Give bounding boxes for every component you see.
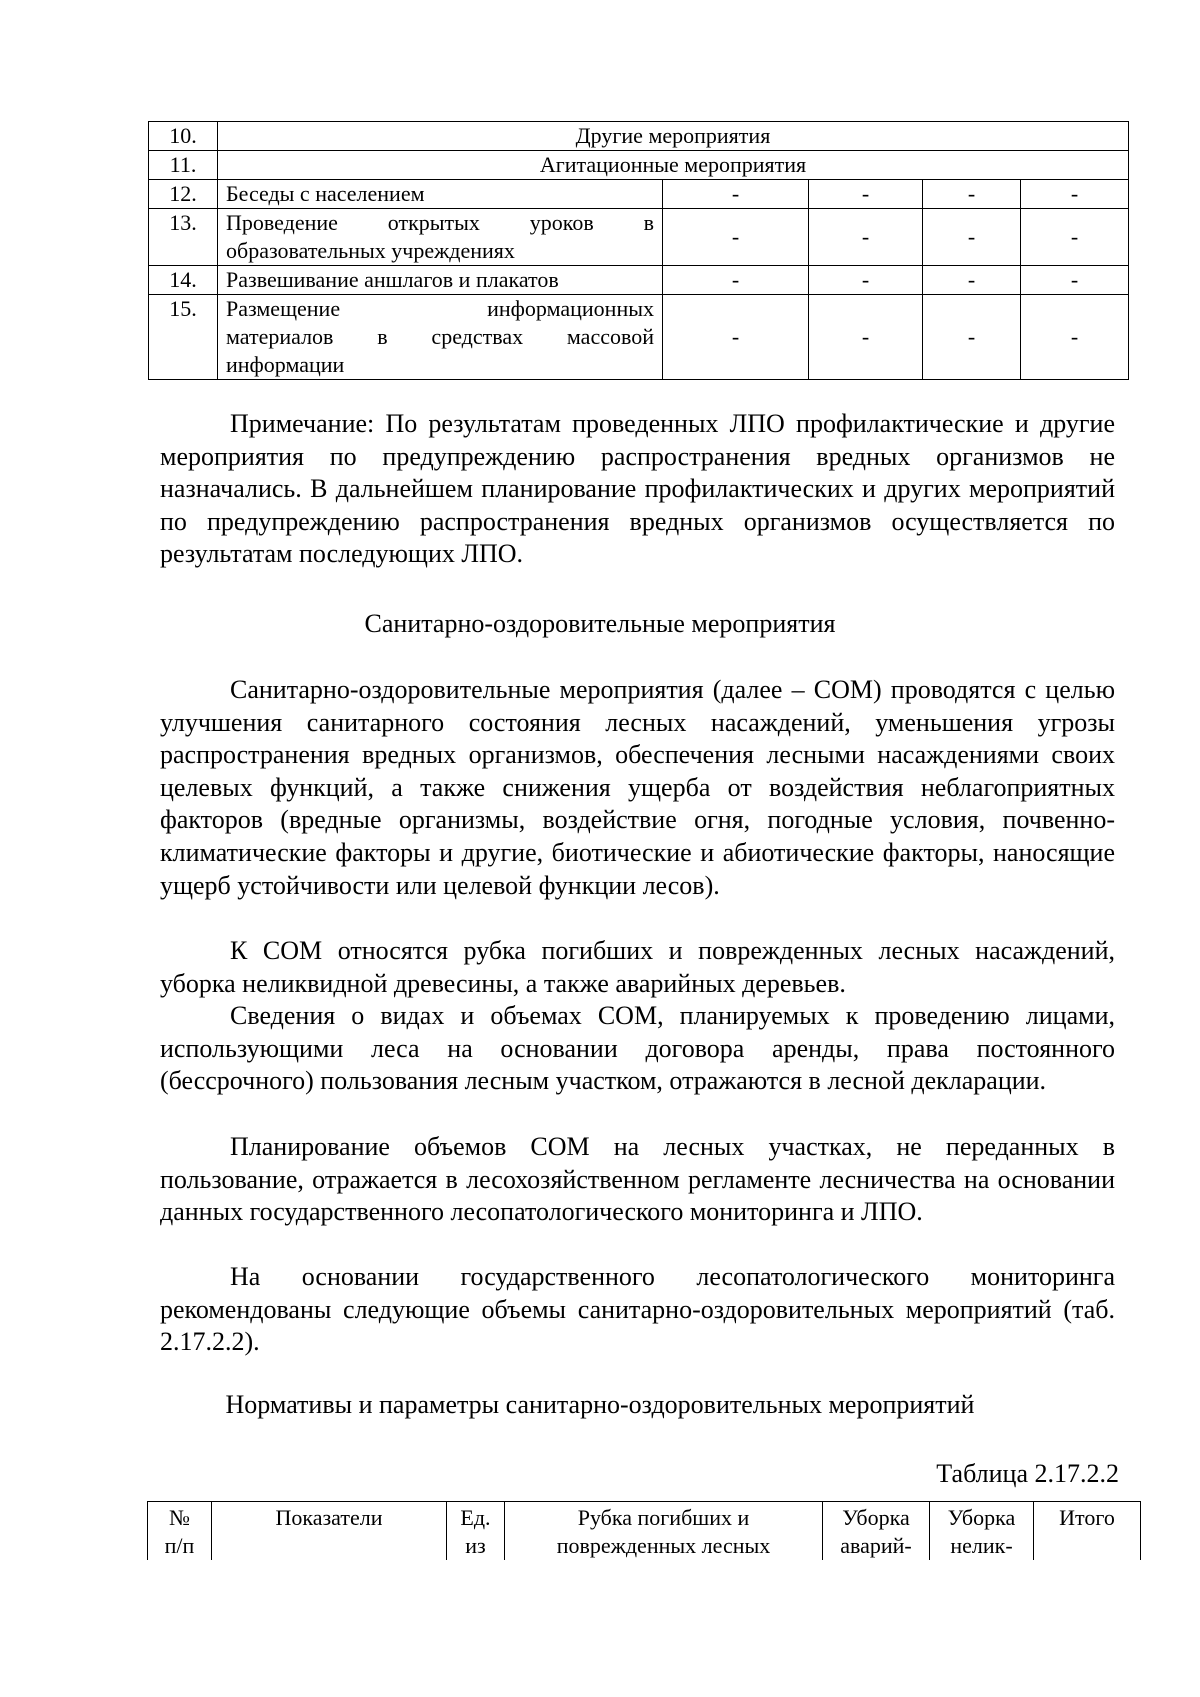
section-heading: Санитарно-оздоровительные мероприятия [364, 609, 836, 638]
table-header-row [148, 1502, 1141, 1561]
row-number: 12. [149, 180, 218, 209]
row-label-line: материалов в средствах массовой [226, 324, 654, 349]
header-cell: Уборка нелик- [930, 1502, 1034, 1561]
cell-value: - [1021, 266, 1129, 295]
body-paragraph [160, 674, 1115, 902]
row-label: Беседы с населением [218, 180, 663, 209]
table-row [149, 295, 1129, 380]
paragraph-text: К СОМ относятся рубка погибших и поврежденных лесных насаждений, уборка неликвидной древесины, а также аварийных деревьев. [160, 936, 1115, 998]
header-cell: Уборка аварий- [823, 1502, 930, 1561]
row-label: Агитационные мероприятия [218, 151, 1129, 180]
header-cell: № п/п [148, 1502, 212, 1561]
cell-value: - [809, 209, 923, 266]
paragraph-text: Сведения о видах и объемах СОМ, планируемых к проведению лицами, использующими леса на основании договора аренды, права постоянного (бессрочного) пользования лесным участком, отражаются в лесной декларации. [160, 1001, 1115, 1096]
row-label: Развешивание аншлагов и плакатов [218, 266, 663, 295]
cell-value: - [1021, 180, 1129, 209]
row-label [218, 295, 663, 380]
paragraph-text: Санитарно-оздоровительные мероприятия (далее – СОМ) проводятся с целью улучшения санитарного состояния лесных насаждений, уменьшения угрозы распространения вредных организмов, обеспечения лесными насаждениями своих целевых функций, а также снижения ущерба от воздействия неблагоприятных факторов (вредные организмы, воздействие огня, погодные условия, почвенно-климатические факторы и другие, биотические и абиотические факторы, наносящие ущерб устойчивости или целевой функции лесов). [160, 675, 1115, 900]
paragraph-text: На основании государственного лесопатологического мониторинга рекомендованы следующие объемы санитарно-оздоровительных мероприятий (таб. 2.17.2.2). [160, 1262, 1115, 1357]
cell-value: - [663, 209, 809, 266]
cell-value: - [809, 295, 923, 380]
table-caption: Таблица 2.17.2.2 [936, 1459, 1119, 1488]
cell-value: - [663, 266, 809, 295]
row-label: Другие мероприятия [218, 122, 1129, 151]
row-number: 15. [149, 295, 218, 380]
table-row [149, 122, 1129, 151]
body-paragraph [160, 1261, 1115, 1359]
row-number: 10. [149, 122, 218, 151]
som-table [147, 1501, 1141, 1560]
row-number: 11. [149, 151, 218, 180]
header-cell: Показатели [212, 1502, 447, 1561]
header-cell: Ед. из [447, 1502, 505, 1561]
table-row [149, 209, 1129, 266]
header-cell: Рубка погибших и поврежденных лесных [505, 1502, 823, 1561]
cell-value: - [809, 180, 923, 209]
table-row [149, 180, 1129, 209]
cell-value: - [663, 180, 809, 209]
body-paragraph [160, 1131, 1115, 1229]
row-number: 14. [149, 266, 218, 295]
cell-value: - [1021, 295, 1129, 380]
cell-value: - [663, 295, 809, 380]
table-title: Нормативы и параметры санитарно-оздоровительных мероприятий [225, 1390, 975, 1419]
cell-value: - [809, 266, 923, 295]
body-paragraph [160, 1000, 1115, 1098]
cell-value: - [1021, 209, 1129, 266]
row-label-line: Проведение открытых уроков в [226, 210, 654, 235]
cell-value: - [923, 209, 1021, 266]
body-paragraph [160, 935, 1115, 1000]
table-row [149, 266, 1129, 295]
paragraph-text: Планирование объемов СОМ на лесных участках, не переданных в пользование, отражается в лесохозяйственном регламенте лесничества на основании данных государственного лесопатологического мониторинга и ЛПО. [160, 1132, 1115, 1227]
note-text: Примечание: По результатам проведенных ЛПО профилактические и другие мероприятия по предупреждению распространения вредных организмов не назначались. В дальнейшем планирование профилактических и других мероприятий по предупреждению распространения вредных организмов осуществляется по результатам последующих ЛПО. [160, 409, 1115, 569]
note-paragraph [160, 408, 1115, 571]
row-label-line: информации [226, 352, 345, 377]
cell-value: - [923, 295, 1021, 380]
table-row [149, 151, 1129, 180]
row-label-line: Размещение информационных [226, 296, 654, 321]
header-cell: Итого [1034, 1502, 1141, 1561]
cell-value: - [923, 266, 1021, 295]
row-label-line: образовательных учреждениях [226, 238, 515, 263]
row-number: 13. [149, 209, 218, 266]
activities-table [148, 121, 1129, 380]
row-label [218, 209, 663, 266]
cell-value: - [923, 180, 1021, 209]
